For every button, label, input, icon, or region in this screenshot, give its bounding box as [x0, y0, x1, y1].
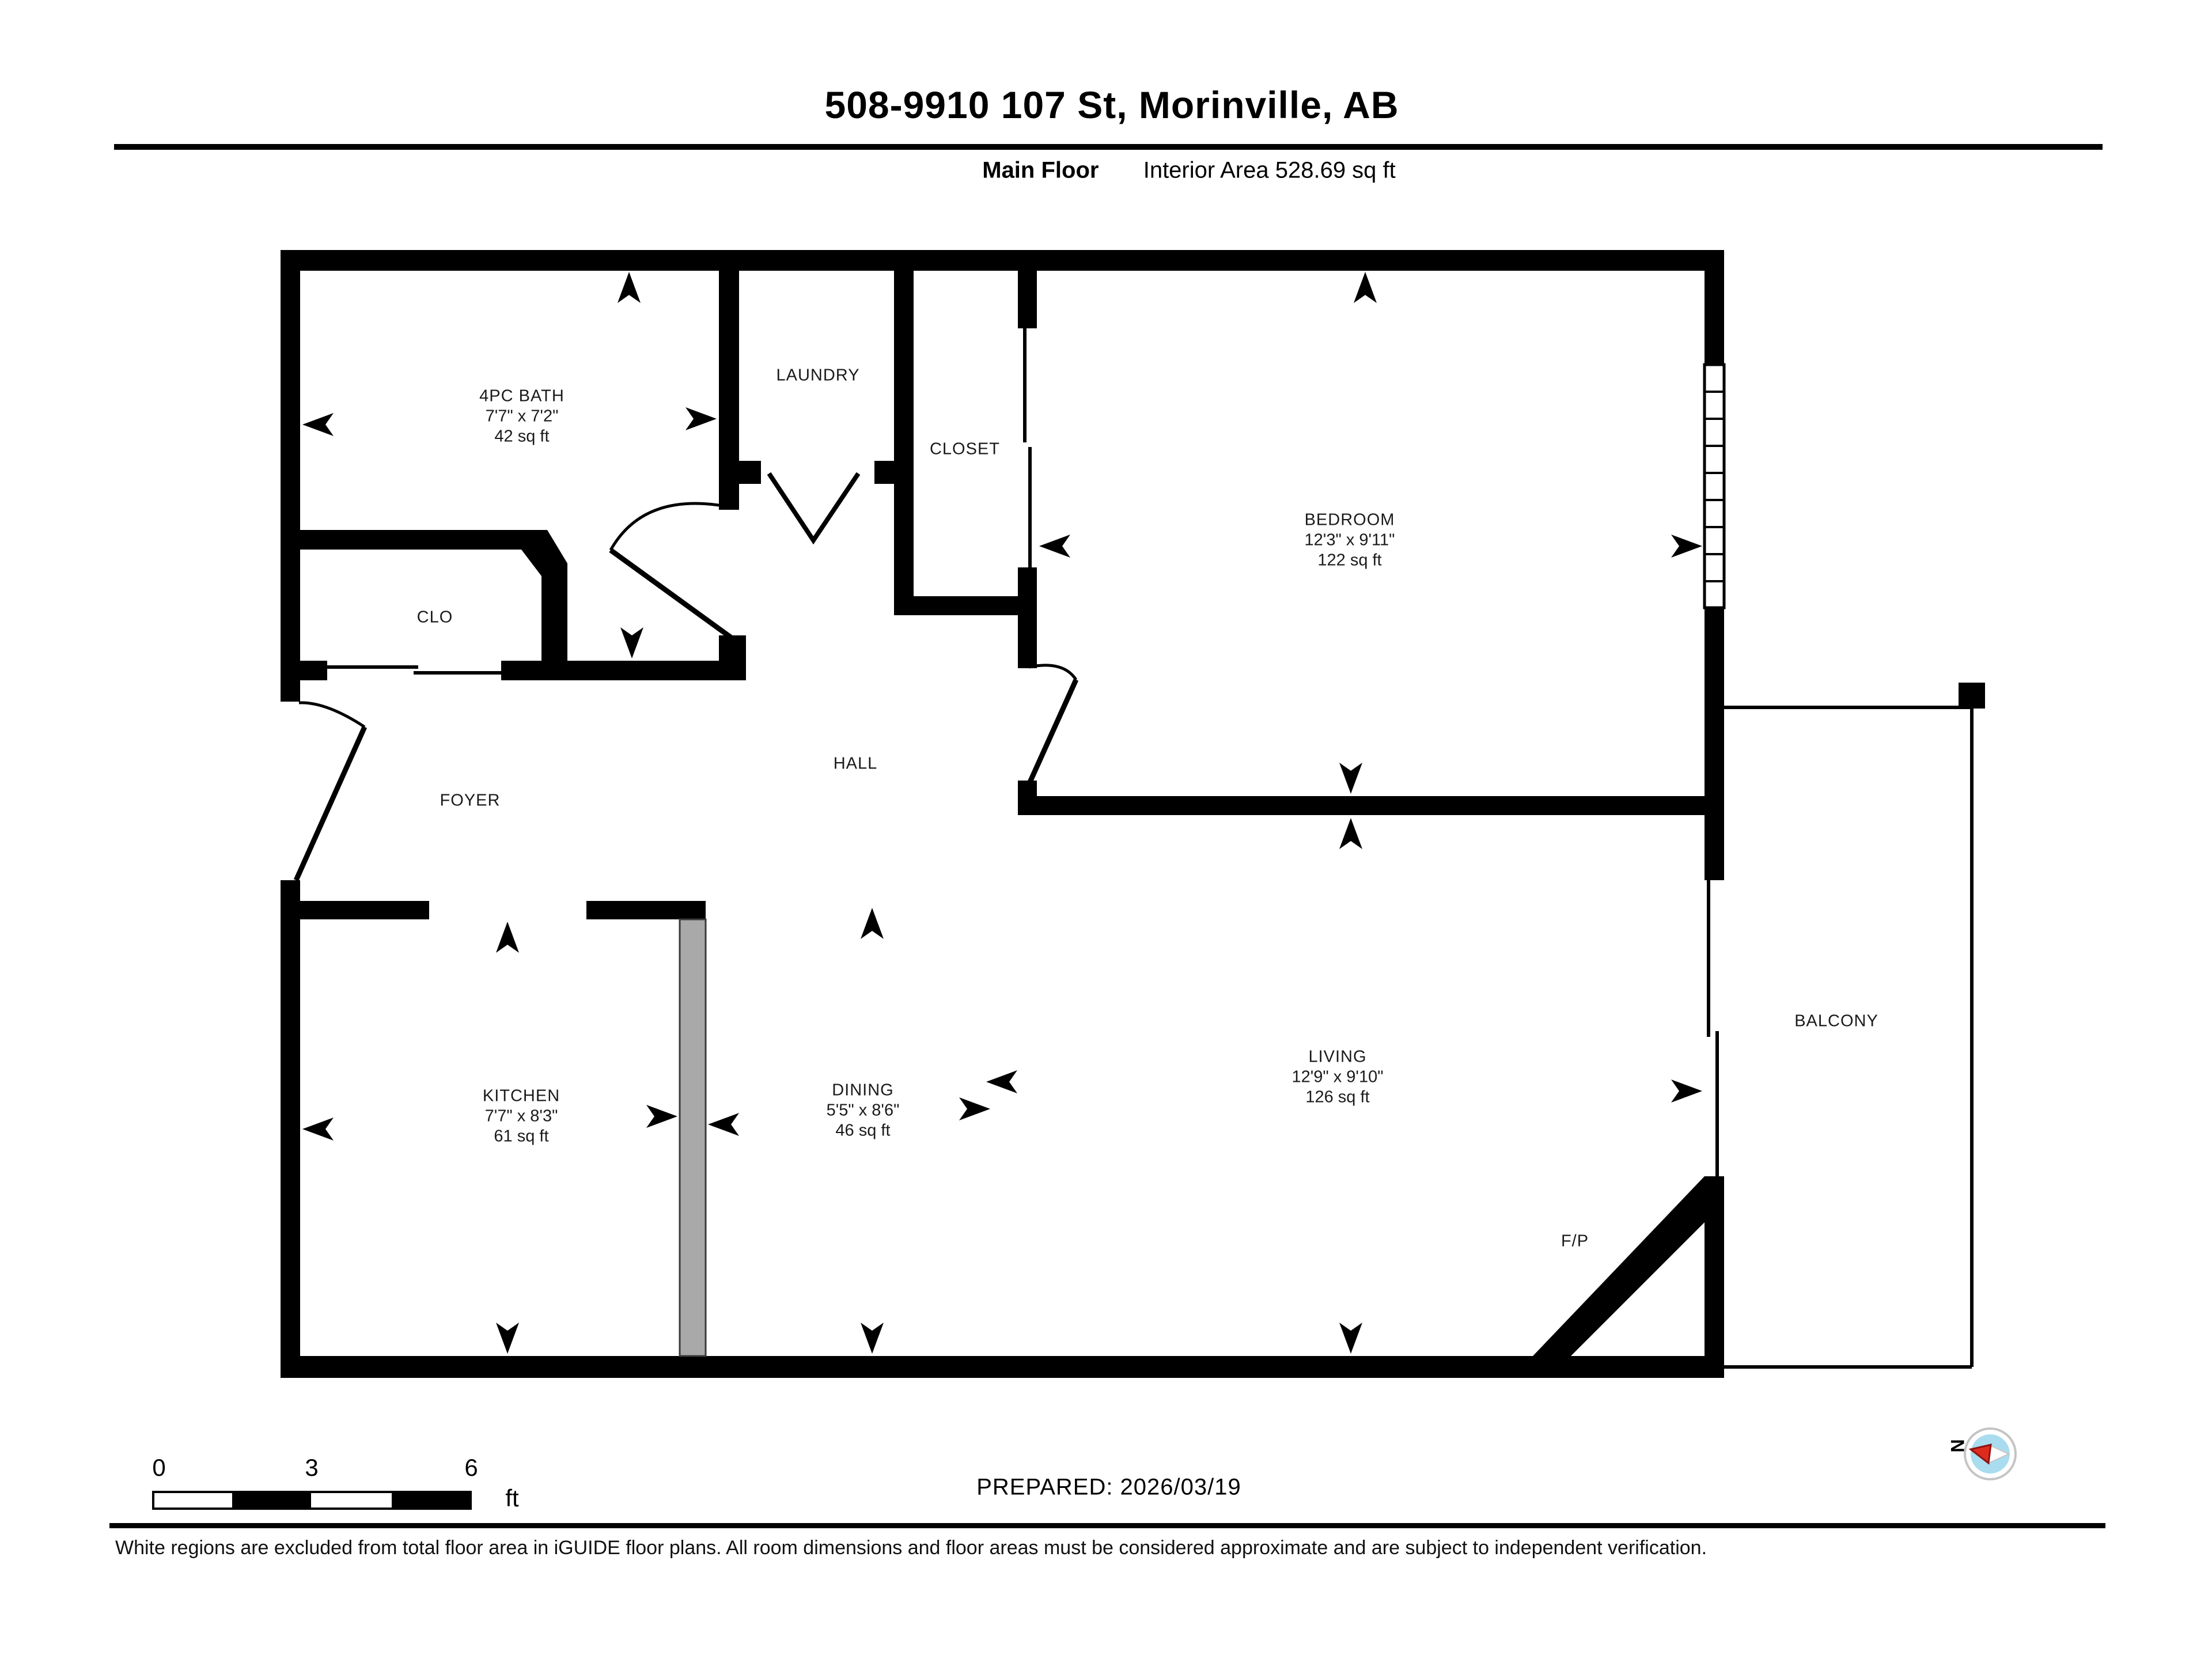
compass-north-label: N [1947, 1439, 1968, 1453]
wall-clo-stub-left [299, 661, 327, 680]
scale-label-3: 3 [305, 1454, 319, 1481]
wall-laundry-foot [874, 461, 894, 484]
room-name: FOYER [440, 791, 501, 810]
room-area: 42 sq ft [494, 427, 550, 446]
arrow-down-kitchen [496, 1323, 519, 1354]
laundry-bifold-icon [769, 474, 858, 540]
room-label-balcony [1794, 1012, 1878, 1032]
wall-kitchen-top-left [299, 901, 429, 919]
scale-label-6: 6 [464, 1454, 478, 1481]
prepared-date: PREPARED: 2026/03/19 [976, 1474, 1241, 1500]
disclaimer-text: White regions are excluded from total floor area in iGUIDE floor plans. All room dimensions and floor areas must be considered approximate and are subject to independent verification. [115, 1537, 1707, 1559]
room-dims: 12'3" x 9'11" [1304, 531, 1395, 550]
room-area: 46 sq ft [835, 1121, 891, 1140]
room-label-fireplace [1561, 1232, 1589, 1252]
clo-slider-icon [327, 667, 501, 673]
wall-bedroom-bottom [1018, 796, 1705, 815]
room-label-clo [417, 608, 453, 628]
room-name: BEDROOM [1304, 510, 1395, 529]
arrow-up-dining [861, 908, 884, 939]
arrow-left-kitchen [302, 1118, 334, 1141]
wall-left-lower [281, 880, 300, 1377]
room-dims: 7'7" x 7'2" [485, 407, 559, 426]
floor-name: Main Floor [982, 157, 1099, 183]
arrow-left-dining [708, 1113, 739, 1136]
page-title: 508-9910 107 St, Morinville, AB [824, 84, 1399, 126]
room-label-bedroom [1305, 510, 1395, 571]
room-label-kitchen [483, 1086, 560, 1147]
wall-bedroom-left-stub-top [1018, 269, 1037, 328]
scale-label-0: 0 [152, 1454, 166, 1481]
wall-left-upper [281, 250, 300, 702]
arrow-right-living [1671, 1080, 1702, 1103]
wall-right-b [1705, 608, 1724, 880]
arrow-up-kitchen [496, 922, 519, 953]
room-name: LAUNDRY [776, 366, 860, 385]
arrow-up-bath [618, 272, 641, 303]
balcony-outline [1724, 707, 1972, 1367]
wall-closet-bottom [894, 596, 1037, 615]
room-area: 122 sq ft [1317, 551, 1382, 570]
room-dims: 12'9" x 9'10" [1291, 1067, 1384, 1086]
wall-laundry-right [894, 269, 914, 615]
subtitle [982, 158, 1396, 184]
arrow-down-living [1339, 1323, 1362, 1354]
wall-bath-foot [739, 461, 761, 484]
wall-top [281, 250, 1724, 271]
arrow-up-bedroom [1354, 272, 1377, 303]
arrow-right-kitchen [646, 1105, 677, 1128]
balcony-corner-post [1959, 683, 1985, 709]
arrow-left-bedroom [1039, 535, 1070, 558]
room-area: 126 sq ft [1305, 1088, 1370, 1107]
arrow-down-dining [861, 1323, 884, 1354]
room-dims: 7'7" x 8'3" [484, 1107, 558, 1126]
room-name: KITCHEN [482, 1086, 560, 1105]
wall-bottom [281, 1356, 1724, 1378]
room-label-laundry [776, 366, 859, 386]
room-label-bath [479, 387, 565, 447]
wall-kitchen-top-right [586, 901, 706, 919]
wall-right-a [1705, 250, 1724, 365]
fireplace-diagonal [1533, 1176, 1705, 1356]
room-label-closet [930, 440, 1000, 460]
bedroom-door-icon [1029, 665, 1076, 785]
room-name: DINING [832, 1081, 894, 1100]
footer-rule [109, 1523, 2105, 1528]
room-dims: 5'5" x 8'6" [826, 1101, 900, 1120]
header-rule [114, 144, 2103, 150]
arrow-up-living [1339, 818, 1362, 849]
room-name: CLOSET [929, 440, 1001, 459]
wall-right-c [1705, 1176, 1724, 1378]
room-name: BALCONY [1794, 1012, 1878, 1031]
arrow-down-bedroom [1339, 763, 1362, 794]
wall-clo-angled [521, 530, 567, 662]
arrow-left-bath [302, 413, 334, 436]
kitchen-counter [680, 919, 706, 1356]
wall-bath-bottom [299, 530, 521, 550]
wall-clo-bottom-right [501, 661, 746, 680]
room-name: CLO [416, 608, 453, 627]
room-name: F/P [1560, 1232, 1589, 1251]
interior-area: Interior Area 528.69 sq ft [1143, 157, 1396, 183]
room-label-hall [834, 754, 878, 774]
entry-door-icon [296, 703, 365, 880]
room-area: 61 sq ft [494, 1127, 549, 1146]
room-label-dining [827, 1081, 900, 1141]
wall-bedroom-left-mid [1018, 567, 1037, 668]
room-label-foyer [440, 791, 501, 811]
arrow-right-dining [959, 1097, 990, 1120]
closet-door-icon [1025, 328, 1030, 567]
bath-door-icon [611, 503, 732, 638]
scale-unit: ft [505, 1484, 519, 1512]
arrow-down-bath [620, 627, 643, 658]
arrow-right-bath [685, 407, 717, 430]
scale-bar [153, 1492, 471, 1509]
arrow-left-living [986, 1070, 1017, 1093]
balcony-slider-icon [1709, 880, 1717, 1176]
room-name: 4PC BATH [479, 387, 565, 406]
room-label-living [1291, 1047, 1383, 1108]
room-name: LIVING [1308, 1047, 1367, 1066]
arrow-right-bedroom [1671, 535, 1702, 558]
wall-bath-right [719, 269, 739, 510]
compass-icon [1965, 1429, 2016, 1479]
room-name: HALL [833, 754, 878, 773]
bedroom-window-icon [1705, 365, 1724, 608]
wall-bath-hinge-stub [719, 635, 746, 662]
